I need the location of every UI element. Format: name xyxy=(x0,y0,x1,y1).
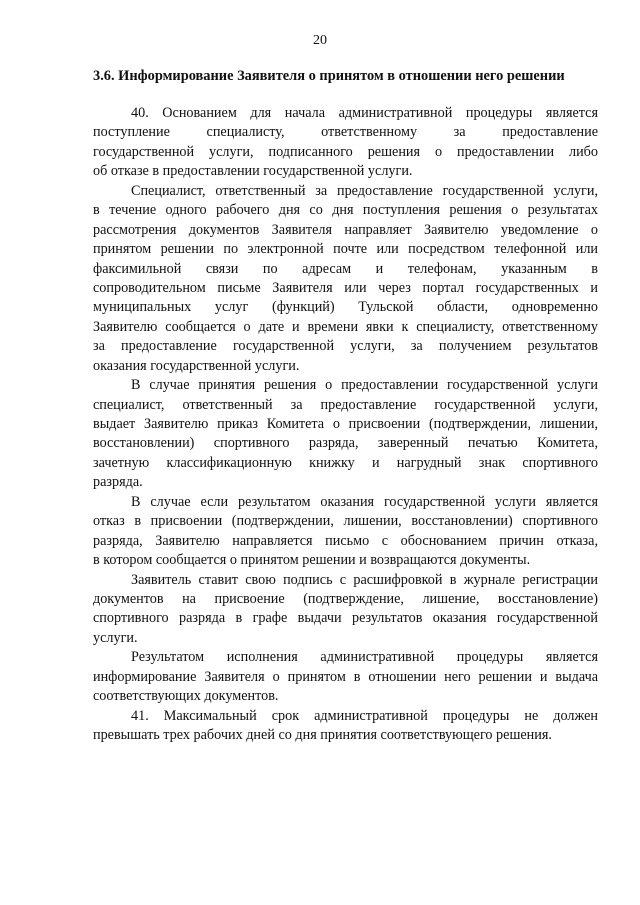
text-line: В случае принятия решения о предоставлении государственной услуги xyxy=(131,377,598,394)
text-line: факсимильной связи по адресам и телефонам, указанным в xyxy=(93,260,598,277)
text-line: спортивного разряда в графе выдачи результатов оказания государственной xyxy=(93,610,598,627)
text-line: принятом решении по электронной почте или посредством телефонной или xyxy=(93,241,598,258)
text-line: разряда. xyxy=(93,474,143,491)
text-line: поступление специалисту, ответственному за предоставление xyxy=(93,124,598,141)
text-line: разряда, Заявителю направляется письмо с обоснованием причин отказа, xyxy=(93,532,598,549)
text-line: рассмотрения документов Заявителя направляет Заявителю уведомление о xyxy=(93,221,598,238)
text-line: Результатом исполнения административной процедуры является xyxy=(131,649,598,666)
text-line: восстановлении) спортивного разряда, заверенный печатью Комитета, xyxy=(93,435,598,452)
text-line: Заявитель ставит свою подпись с расшифровкой в журнале регистрации xyxy=(131,571,598,588)
text-line: услуги. xyxy=(93,629,138,646)
text-line: информирование Заявителя о принятом в отношении него решении и выдача xyxy=(93,668,598,685)
page-number: 20 xyxy=(313,33,327,48)
body-text xyxy=(93,104,598,745)
text-line: соответствующих документов. xyxy=(93,688,279,705)
text-line: муниципальных услуг (функций) Тульской области, одновременно xyxy=(93,299,598,316)
text-line: В случае если результатом оказания государственной услуги является xyxy=(131,493,598,510)
text-line: специалист, ответственный за предоставление государственной услуги, xyxy=(93,396,598,413)
text-line: 40. Основанием для начала административной процедуры является xyxy=(131,105,598,121)
text-line: зачетную классификационную книжку и нагрудный знак спортивного xyxy=(93,454,598,471)
text-line: 41. Максимальный срок административной процедуры не должен xyxy=(131,707,598,724)
text-line: документов на присвоение (подтверждение, лишение, восстановление) xyxy=(93,590,598,607)
section-title: 3.6. Информирование Заявителя о принятом в отношении него решении xyxy=(93,68,565,84)
text-line: оказания государственной услуги. xyxy=(93,357,300,374)
text-line: за предоставление государственной услуги, за получением результатов xyxy=(93,338,598,355)
text-line: Заявителю сообщается о дате и времени явки к специалисту, ответственному xyxy=(93,318,598,335)
text-line: сопроводительном письме Заявителя или через портал государственных и xyxy=(93,279,598,296)
text-line: Специалист, ответственный за предоставление государственной услуги, xyxy=(131,182,598,199)
text-line: выдает Заявителю приказ Комитета о присвоении (подтверждении, лишении, xyxy=(93,416,598,432)
text-line: отказ в присвоении (подтверждении, лишении, восстановлении) спортивного xyxy=(93,513,598,530)
text-line: государственной услуги, подписанного решения о предоставлении либо xyxy=(93,143,598,160)
text-line: об отказе в предоставлении государственной услуги. xyxy=(93,163,413,180)
text-line: в течение одного рабочего дня со дня поступления решения о результатах xyxy=(93,202,598,219)
text-line: превышать трех рабочих дней со дня принятия соответствующего решения. xyxy=(93,727,552,743)
text-line: в котором сообщается о принятом решении и возвращаются документы. xyxy=(93,552,531,569)
